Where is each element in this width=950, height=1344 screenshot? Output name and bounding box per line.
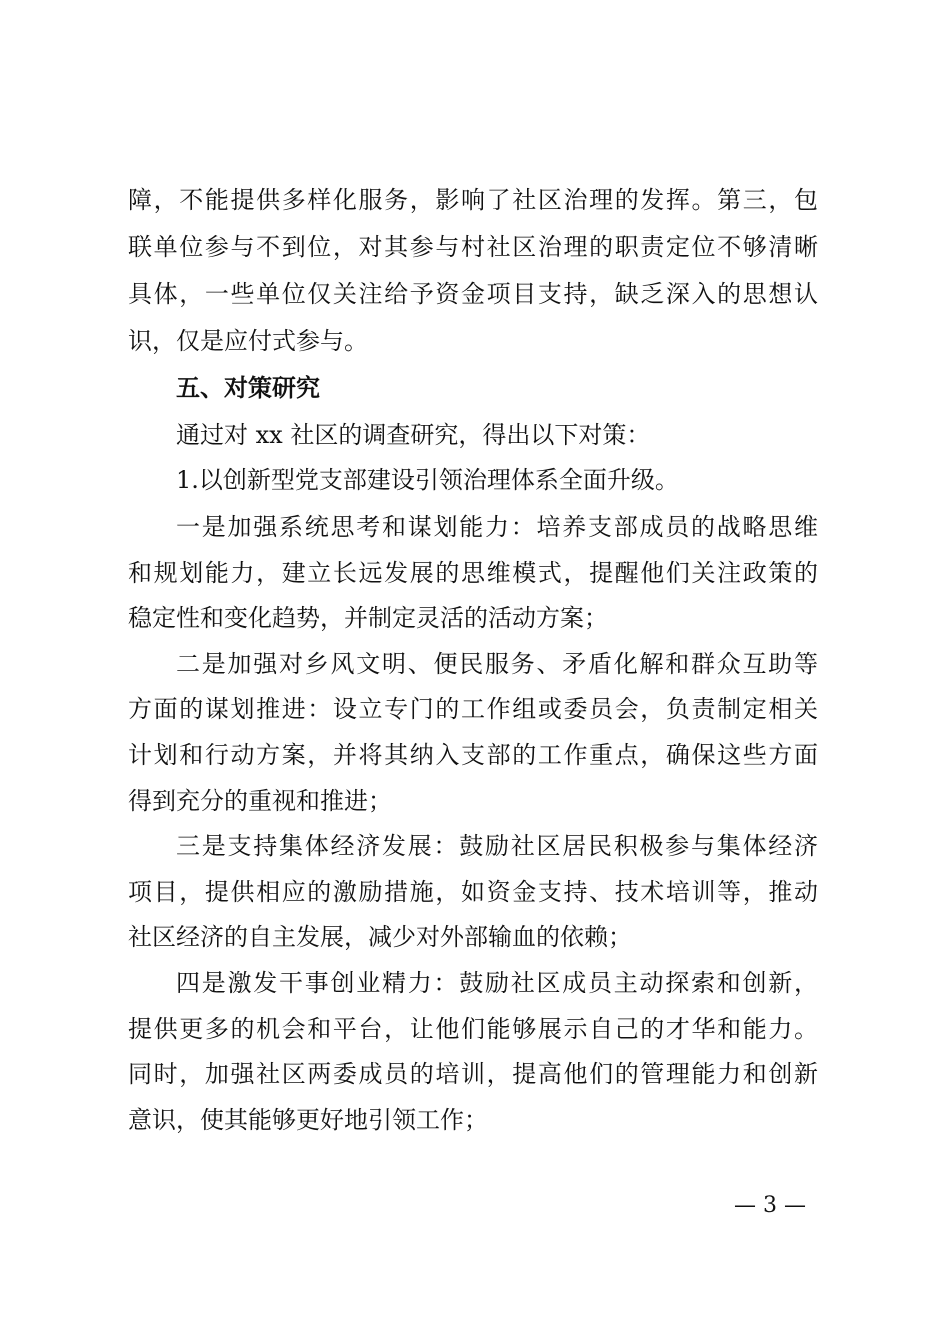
text-line: 意识，使其能够更好地引领工作； [128,1106,488,1134]
text-line: 同时，加强社区两委成员的培训，提高他们的管理能力和创新 [128,1060,818,1088]
subsection-heading: 1.以创新型党支部建设引领治理体系全面升级。 [176,466,679,494]
text-line: 联单位参与不到位，对其参与村社区治理的职责定位不够清晰 [128,233,818,261]
text-line: 识，仅是应付式参与。 [128,327,368,355]
text-line: 四是激发干事创业精力：鼓励社区成员主动探索和创新， [176,969,818,997]
text-line: 三是支持集体经济发展：鼓励社区居民积极参与集体经济 [176,832,818,860]
text-line: 二是加强对乡风文明、便民服务、矛盾化解和群众互助等 [176,650,818,678]
text-line: 和规划能力，建立长远发展的思维模式，提醒他们关注政策的 [128,559,818,587]
section-heading: 五、对策研究 [176,374,320,402]
text-line: 具体，一些单位仅关注给予资金项目支持，缺乏深入的思想认 [128,280,818,308]
text-line: 障，不能提供多样化服务，影响了社区治理的发挥。第三，包 [128,186,818,214]
text-line: 通过对 xx 社区的调查研究，得出以下对策： [176,421,651,449]
text-line: 稳定性和变化趋势，并制定灵活的活动方案； [128,604,608,632]
text-line: 计划和行动方案，并将其纳入支部的工作重点，确保这些方面 [128,741,818,769]
text-line: 项目，提供相应的激励措施，如资金支持、技术培训等，推动 [128,878,818,906]
text-line: 得到充分的重视和推进； [128,787,392,815]
text-line: 社区经济的自主发展，减少对外部输血的依赖； [128,923,632,951]
text-line: 提供更多的机会和平台，让他们能够展示自己的才华和能力。 [128,1015,818,1043]
page-number: — 3 — [734,1193,806,1218]
text-line: 方面的谋划推进：设立专门的工作组或委员会，负责制定相关 [128,695,818,723]
text-line: 一是加强系统思考和谋划能力：培养支部成员的战略思维 [176,513,818,541]
